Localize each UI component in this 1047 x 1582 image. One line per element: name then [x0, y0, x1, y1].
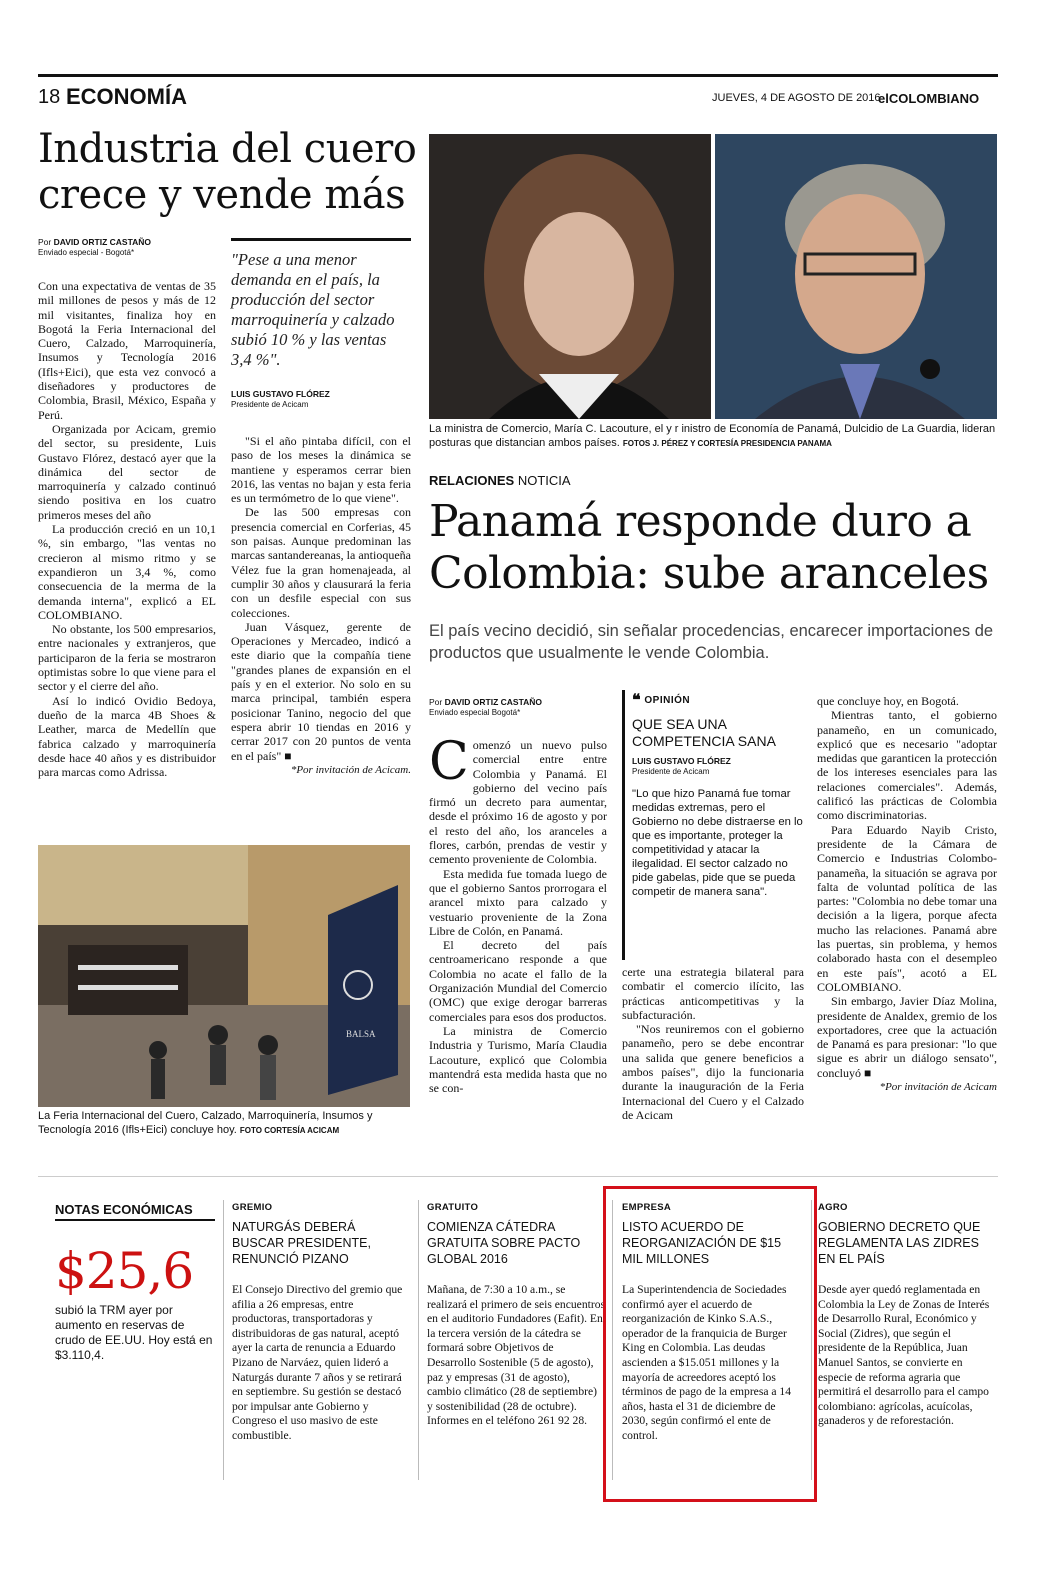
note-title: COMIENZA CÁTEDRA GRATUITA SOBRE PACTO GLOBAL 2016 — [427, 1220, 581, 1266]
article1-headline: Industria del cuero crece y vende más — [38, 126, 417, 218]
note-kicker: AGRO — [818, 1202, 848, 1213]
opinion-rule — [622, 690, 625, 960]
article2-column-3 — [817, 694, 997, 1094]
paragraph: No obstante, los 500 empresarios, entre nacionales y extranjeros, que participaron de la feria se mostraron optimistas sobre lo que viene para el sector y el cierre del año. — [38, 622, 216, 694]
opinion-text: "Lo que hizo Panamá fue tomar medidas extremas, pero el Gobierno no debe distraerse en lo que es importante, proteger la competitividad y atacar la ilegalidad. El sector calzado no pide gabelas, pide que se pueda competir de manera sana". — [632, 788, 803, 898]
notes-top-rule — [38, 1176, 998, 1177]
footnote: *Por invitación de Acicam — [879, 1081, 997, 1094]
photo-credit: FOTOS J. PÉREZ Y CORTESÍA PRESIDENCIA PANAMA — [622, 438, 832, 448]
paragraph: La producción creció en un 10,1 %, sin embargo, "las ventas no crecieron al mismo ritmo y se expandieron un 3,4 %, como consecuencia de la merma de la demanda interna", explicó a EL COLOMBIANO. — [38, 522, 216, 622]
panama-minister-photo — [715, 134, 997, 419]
article2-headline: Panamá responde duro a Colombia: sube aranceles — [429, 496, 989, 599]
paragraph: que concluye hoy, en Bogotá. — [817, 694, 959, 708]
notes-title: NOTAS ECONÓMICAS — [55, 1202, 215, 1221]
byline-prefix: Por — [38, 237, 52, 247]
kicker-light: NOTICIA — [517, 473, 571, 488]
note-agro — [818, 1202, 996, 1429]
paragraph: De las 500 empresas con presencia comercial en Corferias, 45 son paisas. Aunque predominan las marcas santandereanas, la antioqueña Vélez fue la gran homenajeada, al cumplir 30 años y clausurará la feria con un desfile especial con sus colecciones. — [231, 505, 411, 620]
byline-role: Enviado especial Bogotá* — [429, 708, 521, 717]
quote-mark-icon: ❝ — [632, 692, 642, 709]
note-kicker: GRATUITO — [427, 1202, 479, 1213]
paragraph: Así lo indicó Ovidio Bedoya, dueño de la marca 4B Shoes & Leather, marca de Medellín que fabrica calzado y marroquinería desde hace 40 años y es distribuidor para marcas como Adrissa. — [38, 693, 216, 780]
paragraph: certe una estrategia bilateral para combatir el comercio ilícito, las prácticas anticompetitivas y la subfacturación. — [622, 965, 804, 1022]
note-text: El Consejo Directivo del gremio que afilia a 26 empresas, entre productoras, transportadoras y distribuidoras de gas natural, aceptó ayer la carta de renuncia a Eduardo Pizano de Narváez, quien lideró a Naturgás durante 7 años y se retirará en septiembre. Su gestión se destacó por impulsar ante Gobierno y Congreso el uso masivo de este combustible. — [232, 1283, 403, 1442]
fair-photo-illustration — [38, 845, 410, 1107]
note-gratuito — [427, 1202, 605, 1429]
paragraph: El decreto del país centroamericano responde a que Colombia no acate el fallo de la Organización Mundial del Comercio (OMC) que exige derogar barreras comerciales para esos dos productos. — [429, 938, 607, 1024]
opinion-kicker: OPINIÓN — [644, 695, 691, 706]
paragraph: Mientras tanto, el gobierno panameño, en un comunicado, explicó que es necesario "adoptar medidas que garanticen la protección de los intereses esenciales para las relaciones comerciales". Además, calificó las prácticas de Colombia como discriminatorias. — [817, 708, 997, 823]
article2-column-1 — [429, 732, 607, 1096]
paragraph: Juan Vásquez, gerente de Operaciones y Mercadeo, indicó a este diario que la compañía tiene "grandes planes de expansión en el país y en el exterior. No solo en su marca principal, también espera posicionar Tanino, negocio del que espera abrir 10 tiendas en 2016 y cerrar 2017 con 20 puntos de venta en el país" ■ — [231, 619, 411, 763]
opinion-author: LUIS GUSTAVO FLÓREZ — [632, 756, 731, 766]
paragraph: "Si el año pintaba difícil, con el paso de los meses la dinámica se mantiene y esperamos cerrar bien 2016, las ventas no bajan y esta feria es un termómetro de lo que viene". — [231, 434, 411, 506]
highlight-box — [603, 1186, 817, 1502]
opinion-role: Presidente de Acicam — [632, 767, 710, 776]
note-gremio — [232, 1202, 410, 1444]
note-title: LISTO ACUERDO DE REORGANIZACIÓN DE $15 MIL MILLONES — [622, 1220, 782, 1266]
page-number: 18 — [38, 86, 61, 108]
article2-column-2 — [622, 965, 804, 1122]
note-title: NATURGÁS DEBERÁ BUSCAR PRESIDENTE, RENUNCIÓ PIZANO — [232, 1220, 371, 1266]
opinion-box — [632, 690, 804, 899]
paragraph: Organizada por Acicam, gremio del sector, su presidente, Luis Gustavo Flórez, destacó ayer que la dinámica del sector de marroquinería y calzado continuó siendo positiva en los cuatro primeros meses del año — [38, 421, 216, 522]
footnote: *Por invitación de Acicam. — [290, 763, 411, 776]
paragraph: Con una expectativa de ventas de 35 mil millones de pesos y más de 12 mil visitantes, finaliza hoy en Bogotá la Feria Internacional del Cuero, Calzado, Marroquinería, Insumos y Tecnología 2016 (Ifls+Eici), que esta vez convocó a diseñadores y productores de Colombia, Brasil, México, España y Perú. — [38, 279, 216, 422]
header-rule — [38, 74, 998, 77]
paragraph: Sin embargo, Javier Díaz Molina, presidente de Analdex, gremio de los exportadores, cree que la actuación de Panamá es para presionar: "lo que sigue es abrir un diálogo sensato", concluyó ■ — [817, 994, 997, 1080]
note-kicker: GREMIO — [232, 1202, 273, 1213]
paragraph: Para Eduardo Nayib Cristo, presidente de la Cámara de Comercio e Industrias Colombo-panameña, la situación se agrava por falta de voluntad política de las partes: "Colombia no debe tomar una decisión a la ligera, porque afecta mucho las relaciones. Panamá abre las puertas, sin problema, y hemos colaborado hasta con el desempleo en este país", acotó a EL COLOMBIANO. — [817, 822, 997, 994]
caption-text: La ministra de Comercio, María C. Lacouture, el y r inistro de Economía de Panamá, Dulcidio de La Guardia, lideran posturas que distancian ambos países. — [429, 423, 996, 449]
byline-name: DAVID ORTIZ CASTAÑO — [444, 697, 543, 707]
byline-role: Enviado especial - Bogotá* — [38, 248, 135, 257]
ministers-photo-caption — [429, 423, 997, 450]
article2-byline — [429, 697, 609, 718]
kicker-bold: RELACIONES — [429, 473, 515, 488]
quote-role: Presidente de Acicam — [231, 400, 309, 409]
note-title: GOBIERNO DECRETO QUE REGLAMENTA LAS ZIDRES EN EL PAÍS — [818, 1220, 981, 1266]
article1-column-2 — [231, 434, 411, 777]
article2-deck: El país vecino decidió, sin señalar procedencias, encarecer importaciones de productos que usualmente le vende Colombia. — [429, 622, 994, 662]
article1-column-1 — [38, 279, 216, 779]
pullquote-rule — [231, 238, 411, 241]
paragraph: Esta medida fue tomada luego de que el gobierno Santos prorrogara el arancel mixto para calzado y vestuario proveniente de la Zona Libre de Colón, en Panamá. — [429, 866, 607, 938]
notes-big-text: subió la TRM ayer por aumento en reservas de crudo de EE.UU. Hoy está en $3.110,4. — [55, 1303, 213, 1362]
notes-separator — [418, 1200, 419, 1480]
minister-portrait — [429, 134, 711, 419]
caption-text: La Feria Internacional del Cuero, Calzado, Marroquinería, Insumos y Tecnología 2016 (Ifls+Eici) concluye hoy. — [38, 1110, 373, 1136]
lead-paragraph: omenzó un nuevo pulso comercial entre entre Colombia y Panamá. El gobierno del vecino país firmó un decreto para aumentar, desde el próximo 16 de agosto y por el resto del año, los aranceles a flores, carbón, prendas de vestir y cemento proveniente de Colombia. — [429, 738, 607, 867]
paragraph: La ministra de Comercio Industria y Turismo, María Claudia Lacouture, explicó que Colombia mantendrá esta medida hasta que no se con- — [429, 1023, 607, 1096]
paragraph: "Nos reuniremos con el gobierno panameño, pero se debe encontrar una salida que genere beneficios a ambos países", dijo la funcionaria durante la inauguración de la Feria Internacional del Cuero y el Calzado de Acicam — [622, 1022, 804, 1122]
byline-prefix: Por — [429, 697, 443, 707]
quote-author: LUIS GUSTAVO FLÓREZ — [231, 389, 330, 399]
note-kicker: EMPRESA — [622, 1202, 672, 1213]
opinion-title: QUE SEA UNA COMPETENCIA SANA — [632, 716, 776, 749]
photo-sign: BALSA — [346, 1029, 376, 1039]
fair-photo — [38, 845, 410, 1107]
minister-photo — [429, 134, 711, 419]
pullquote-attribution — [231, 389, 411, 410]
article1-byline — [38, 237, 218, 258]
article2-kicker — [429, 473, 571, 488]
note-text: Mañana, de 7:30 a 10 a.m., se realizará el primero de seis encuentros en el auditorio Fundadores (Eafit). En la tercera versión de la cátedra se formará sobre Objetivos de Desarrollo Sostenible (5 de agosto), paz y empresas (31 de agosto), cambio climático (28 de septiembre) y sostenibilidad (28 de octubre). Informes en el teléfono 261 92 28. — [427, 1283, 606, 1428]
notes-big-number: $25,6 — [55, 1242, 194, 1300]
note-text: Desde ayer quedó reglamentada en Colombia la Ley de Zonas de Interés de Desarrollo Rural, Económico y Social (Zidres), que según el presidente de la República, Juan Manuel Santos, se convierte en especie de reforma agraria que permitirá el desarrollo para el campo colombiano: agrícolas, acuícolas, ganaderos y de reforestación. — [818, 1283, 990, 1428]
issue-date: JUEVES, 4 DE AGOSTO DE 2016 — [712, 92, 881, 104]
newspaper-brand: elCOLOMBIANO — [878, 91, 980, 106]
pullquote: "Pese a una menor demanda en el país, la producción del sector marroquinería y calzado subió 10 % y las ventas 3,4 %". — [231, 250, 395, 369]
fair-photo-caption — [38, 1110, 410, 1137]
notes-intro — [55, 1202, 215, 1363]
byline-name: DAVID ORTIZ CASTAÑO — [53, 237, 152, 247]
section-title: ECONOMÍA — [66, 84, 187, 109]
panama-minister-portrait — [715, 134, 997, 419]
dropcap: C — [429, 732, 469, 792]
note-text: La Superintendencia de Sociedades confirmó ayer el acuerdo de reorganización de Kinko S.A.S., operador de la franquicia de Burger King en Colombia. Las deudas ascienden a $15.051 millones y la mayoría de acreedores aceptó los términos de pago de la empresa a 14 años, hasta el 31 de diciembre de 2030, según confirmó el ente de control. — [622, 1283, 792, 1442]
photo-credit: FOTO CORTESÍA ACICAM — [239, 1125, 340, 1135]
notes-separator — [223, 1200, 224, 1480]
